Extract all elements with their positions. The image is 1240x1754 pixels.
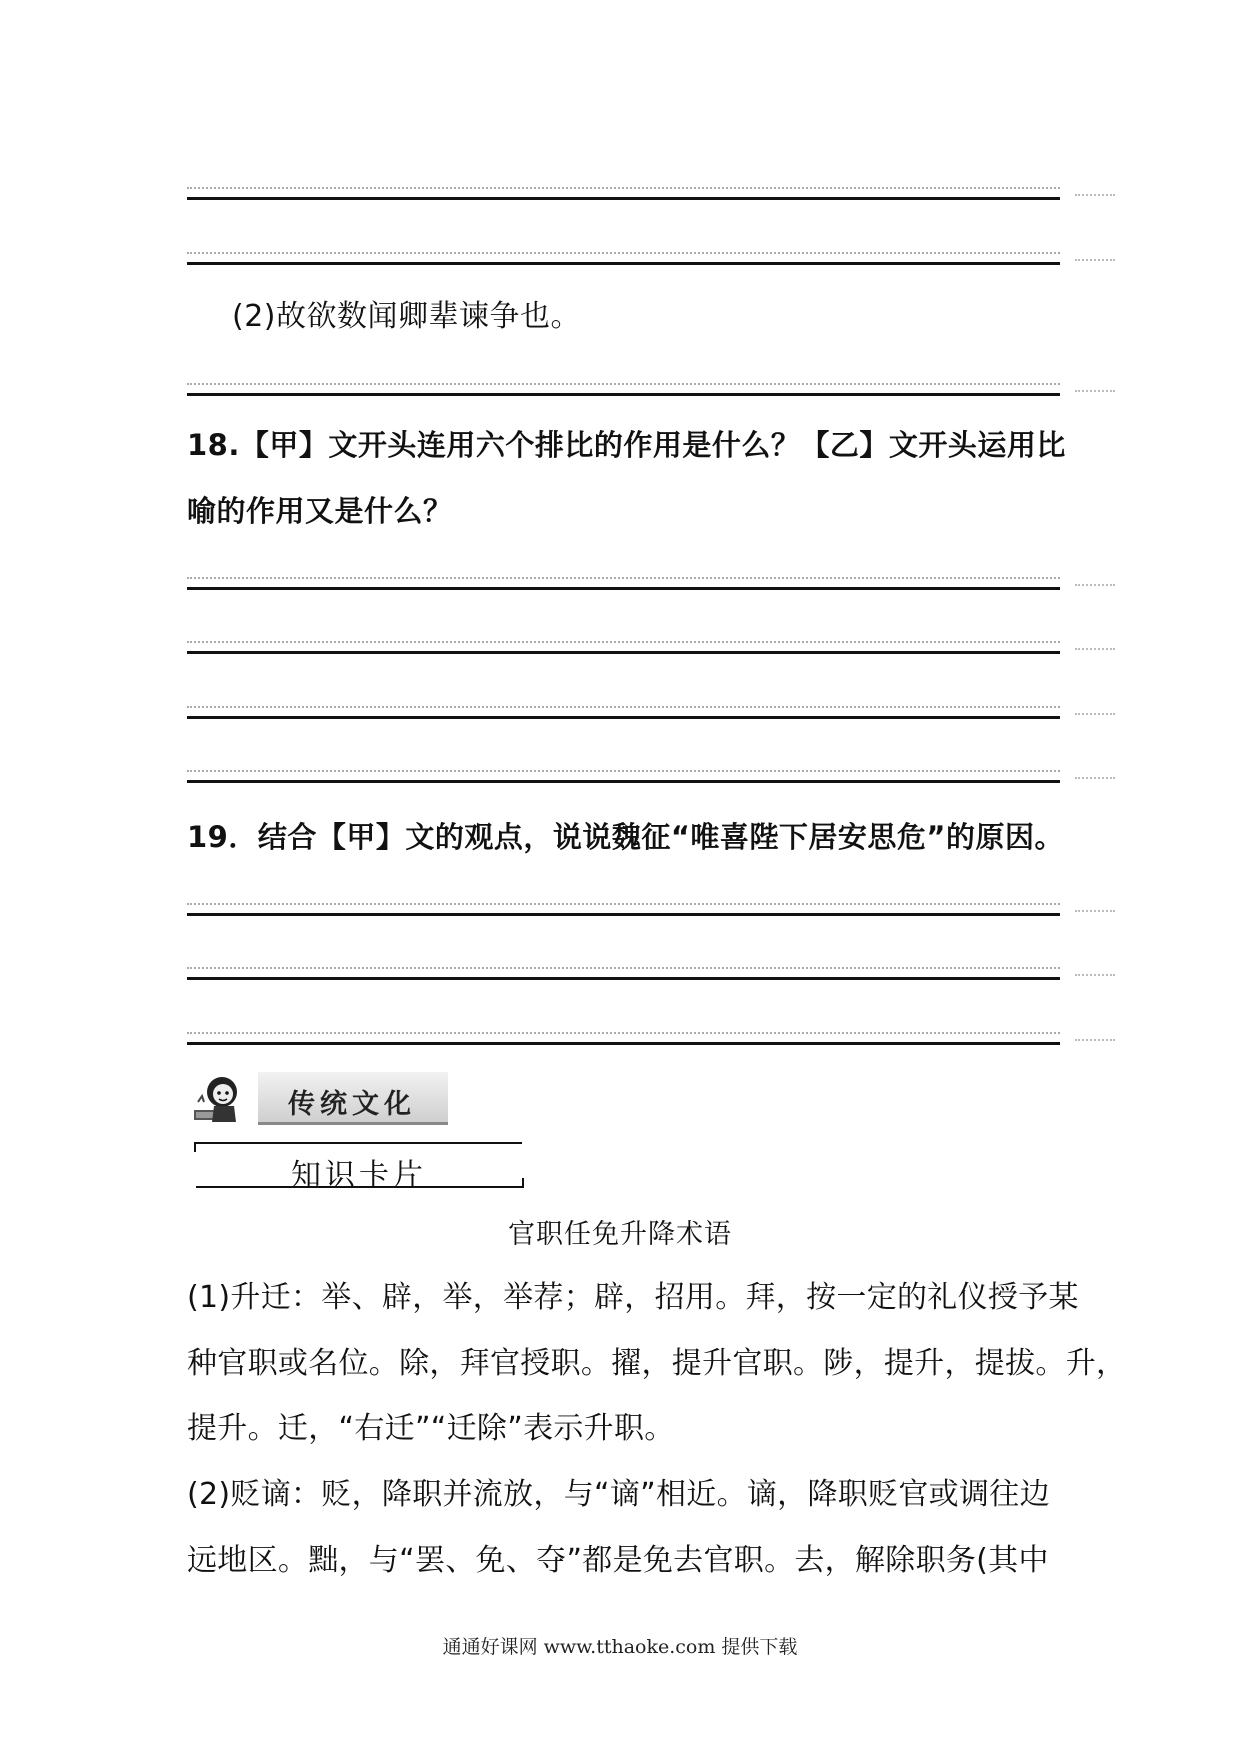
margin-dots bbox=[1075, 584, 1115, 586]
margin-dots bbox=[1075, 713, 1115, 715]
margin-dots bbox=[1075, 1039, 1115, 1041]
answer-line bbox=[187, 780, 1060, 783]
answer-line bbox=[187, 393, 1060, 396]
margin-dots bbox=[1075, 648, 1115, 650]
knowledge-p1-line-2: 种官职或名位。除，拜官授职。擢，提升官职。陟，提升，提拔。升， bbox=[187, 1346, 1127, 1381]
margin-dots bbox=[1075, 194, 1115, 196]
answer-line bbox=[187, 913, 1060, 916]
answer-line bbox=[187, 716, 1060, 719]
margin-dots bbox=[1075, 974, 1115, 976]
question-17-item-2: (2)故欲数闻卿辈谏争也。 bbox=[232, 299, 581, 334]
reading-girl-icon bbox=[190, 1072, 270, 1128]
answer-line bbox=[187, 587, 1060, 590]
knowledge-card-heading bbox=[196, 1142, 522, 1193]
answer-line bbox=[187, 262, 1060, 265]
knowledge-p2-line-1: (2)贬谪：贬，降职并流放，与“谪”相近。谪，降职贬官或调往边 bbox=[187, 1477, 1050, 1512]
knowledge-card-title: 知识卡片 bbox=[291, 1158, 427, 1193]
knowledge-p1-line-1: (1)升迁：举、辟，举，举荐；辟，招用。拜，按一定的礼仪授予某 bbox=[187, 1280, 1079, 1315]
answer-line bbox=[187, 1042, 1060, 1045]
answer-line bbox=[187, 977, 1060, 980]
question-18-line-1: 18.【甲】文开头连用六个排比的作用是什么？【乙】文开头运用比 bbox=[187, 428, 1066, 462]
margin-dots bbox=[1075, 777, 1115, 779]
banner-title: 传统文化 bbox=[288, 1089, 416, 1120]
section-banner bbox=[190, 1072, 460, 1128]
knowledge-p2-line-2: 远地区。黜，与“罢、免、夺”都是免去官职。去，解除职务(其中 bbox=[187, 1543, 1049, 1578]
answer-line bbox=[187, 197, 1060, 200]
margin-dots bbox=[1075, 910, 1115, 912]
knowledge-p1-line-3: 提升。迁，“右迁”“迁除”表示升职。 bbox=[187, 1411, 675, 1446]
margin-dots bbox=[1075, 259, 1115, 261]
margin-dots bbox=[1075, 390, 1115, 392]
knowledge-subtitle: 官职任免升降术语 bbox=[508, 1219, 732, 1250]
question-19: 19．结合【甲】文的观点，说说魏征“唯喜陛下居安思危”的原因。 bbox=[187, 820, 1064, 854]
footer-credit: 通通好课网 www.tthaoke.com 提供下载 bbox=[442, 1636, 798, 1658]
question-18-line-2: 喻的作用又是什么？ bbox=[187, 494, 453, 528]
answer-line bbox=[187, 651, 1060, 654]
